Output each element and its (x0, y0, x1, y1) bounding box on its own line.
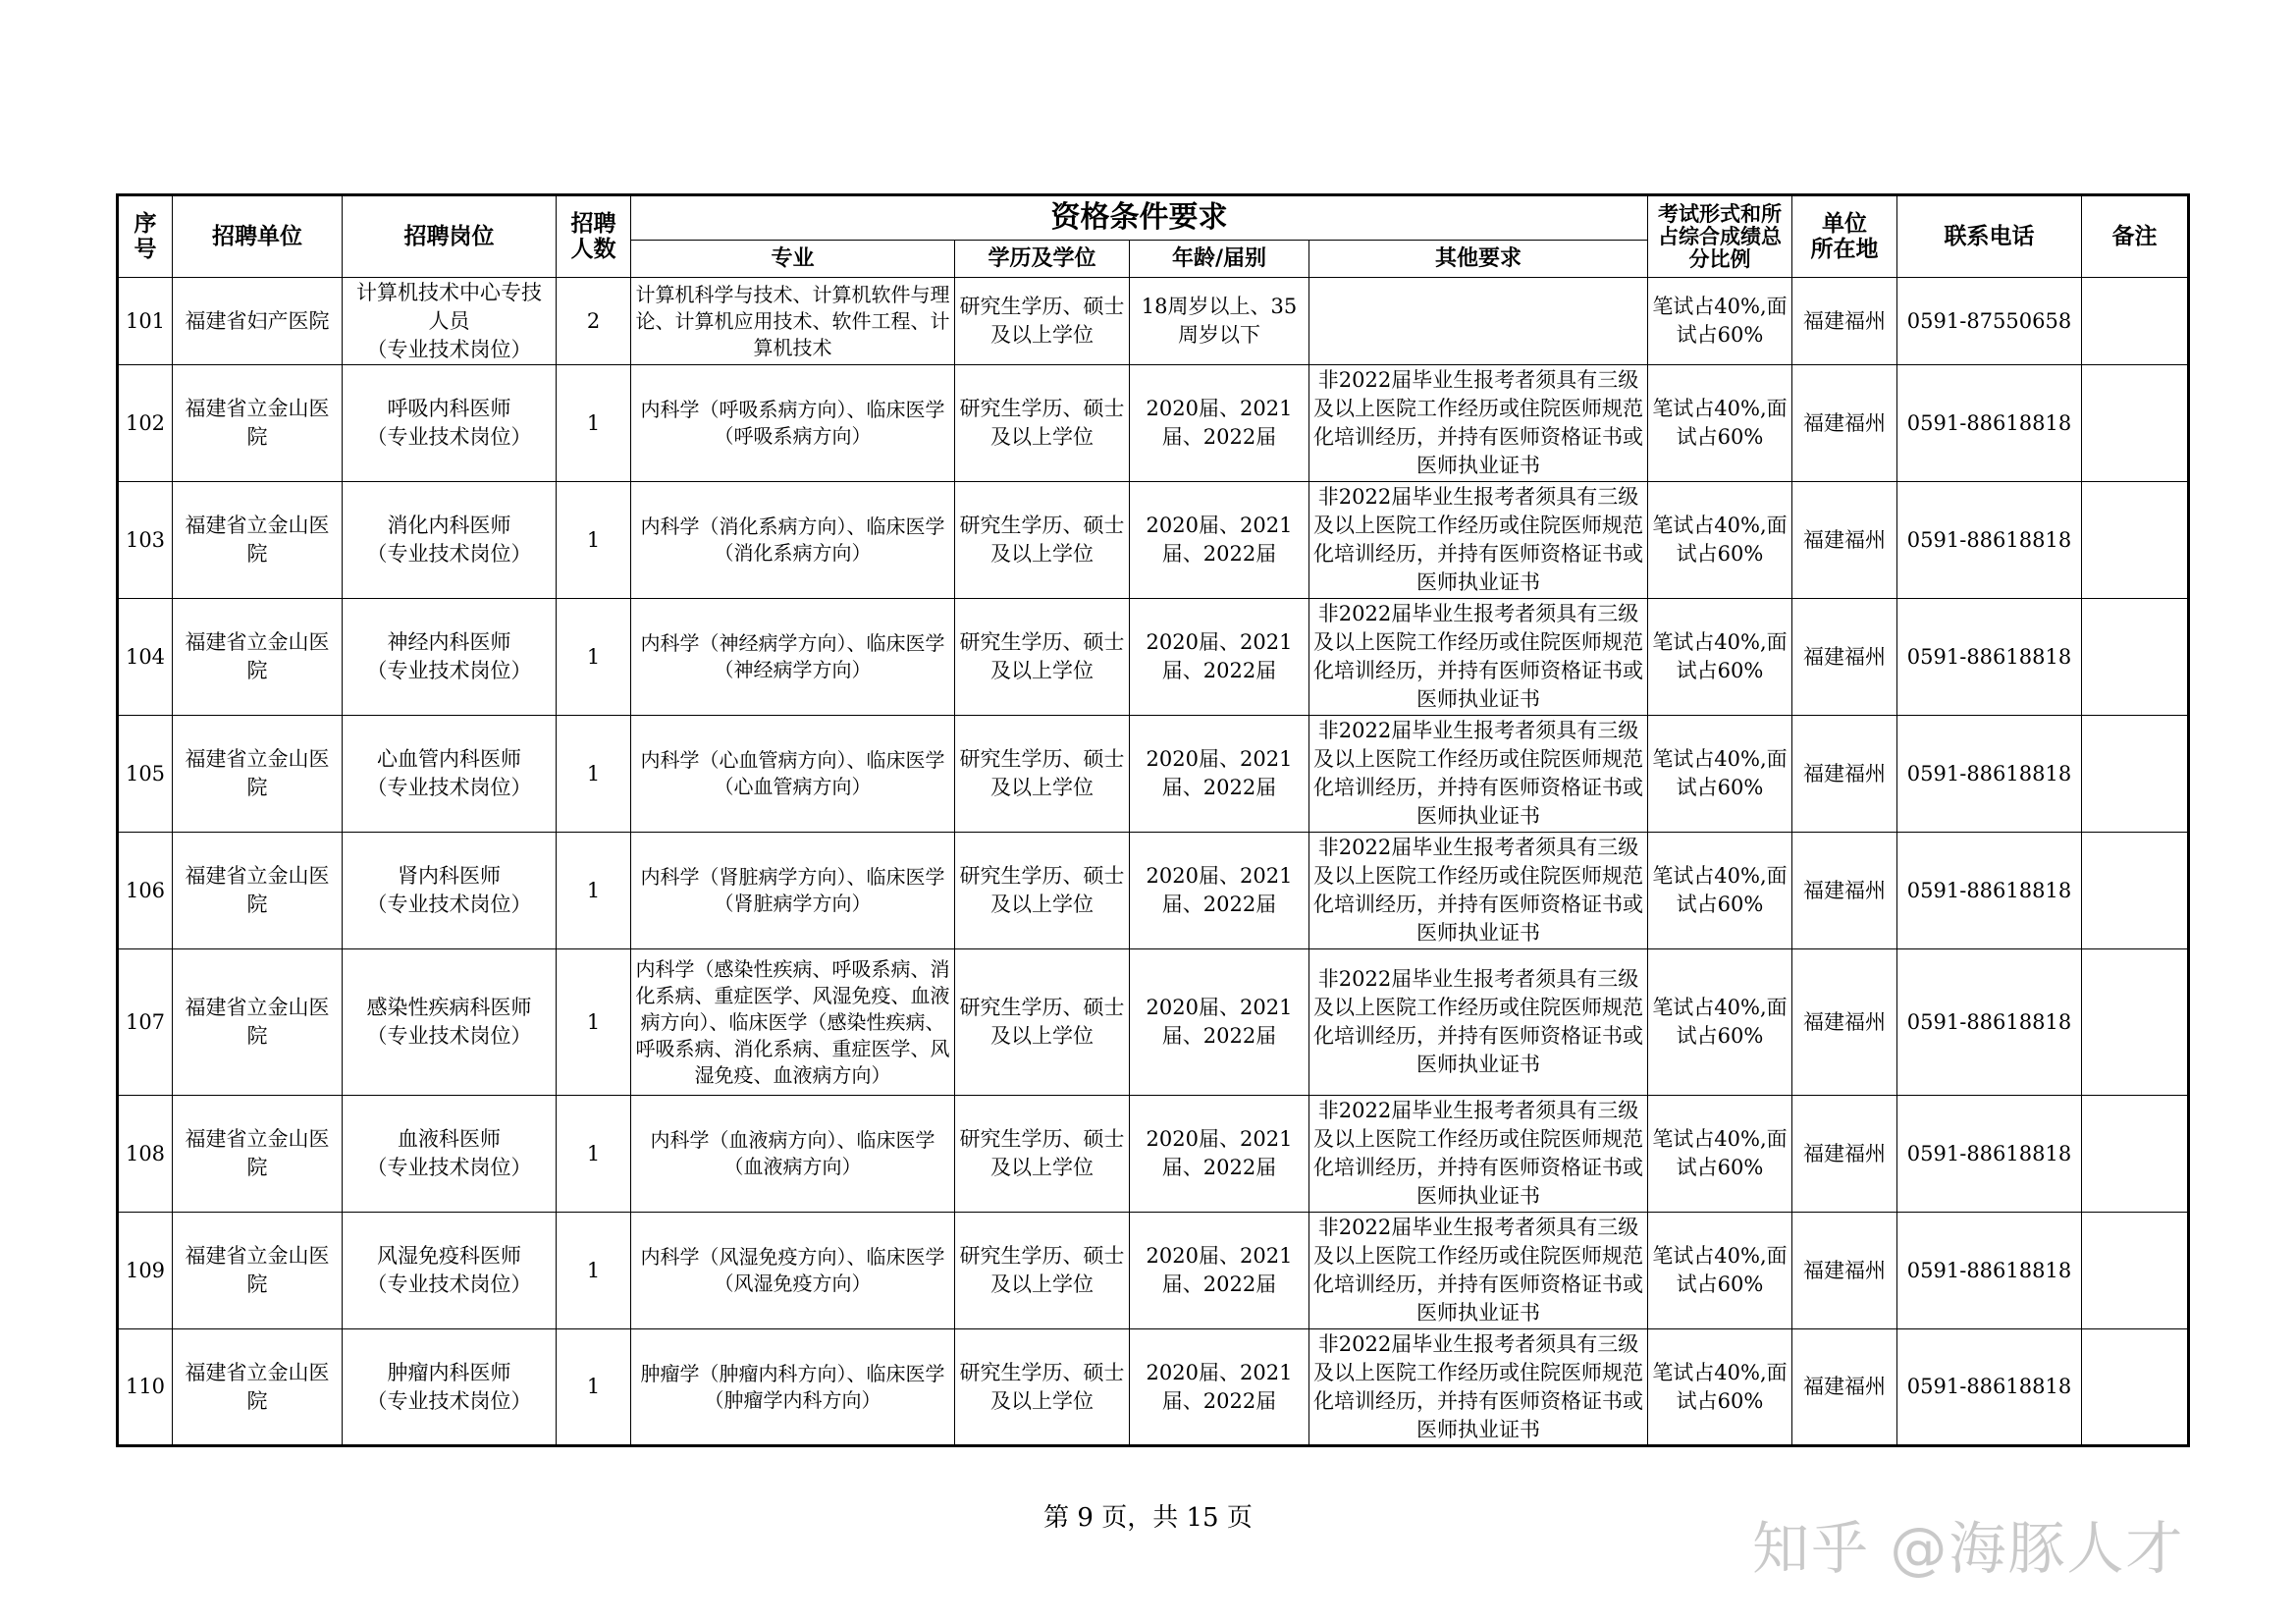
cell-degree (955, 482, 1130, 599)
table-row (118, 278, 2189, 365)
cell-unit-text: 福建省立金山医院 (185, 747, 330, 799)
cell-degree (955, 1213, 1130, 1329)
table-row (118, 949, 2189, 1096)
cell-phone (1897, 278, 2082, 365)
cell-degree (955, 1096, 1130, 1213)
cell-phone (1897, 833, 2082, 949)
cell-other (1309, 482, 1648, 599)
cell-unit (173, 949, 343, 1096)
cell-degree (955, 278, 1130, 365)
cell-degree-text: 研究生学历、硕士及以上学位 (959, 1244, 1125, 1296)
cell-count-text: 1 (586, 761, 601, 785)
cell-post (343, 1213, 557, 1329)
header-location: 单位 所在地 (1792, 195, 1897, 278)
cell-other-text: 非2022届毕业生报考者须具有三级及以上医院工作经历或住院医师规范化培训经历，并持有医师资格证书或医师执业证书 (1313, 368, 1643, 477)
cell-exam-text: 笔试占40%,面试占60% (1652, 864, 1788, 916)
cell-location-text: 福建福州 (1803, 644, 1886, 669)
cell-post-text: 呼吸内科医师 （专业技术岗位） (366, 397, 532, 449)
cell-exam (1648, 1213, 1792, 1329)
cell-count (557, 365, 631, 482)
cell-unit-text: 福建省立金山医院 (185, 1244, 330, 1296)
cell-exam (1648, 278, 1792, 365)
cell-post-text: 消化内科医师 （专业技术岗位） (366, 514, 532, 566)
cell-post-text: 血液科医师 （专业技术岗位） (366, 1127, 532, 1179)
table-row (118, 1329, 2189, 1446)
cell-count (557, 278, 631, 365)
cell-major-text: 内科学（感染性疾病、呼吸系病、消化系病、重症医学、风湿免疫、血液病方向）、临床医学（感染性疾病、呼吸系病、消化系病、重症医学、风湿免疫、血液病方向） (635, 956, 950, 1087)
cell-degree (955, 833, 1130, 949)
cell-location-text: 福建福州 (1803, 1009, 1886, 1034)
cell-exam (1648, 1329, 1792, 1446)
cell-phone-text: 0591-88618818 (1906, 527, 2072, 552)
cell-post-text: 肿瘤内科医师 （专业技术岗位） (366, 1360, 532, 1413)
cell-unit-text: 福建省立金山医院 (185, 397, 330, 449)
cell-remark (2082, 833, 2189, 949)
cell-location (1792, 278, 1897, 365)
cell-location-text: 福建福州 (1803, 527, 1886, 552)
cell-post (343, 716, 557, 833)
cell-exam-text: 笔试占40%,面试占60% (1652, 996, 1788, 1048)
cell-post-text: 肾内科医师 （专业技术岗位） (366, 864, 532, 916)
cell-post (343, 1329, 557, 1446)
cell-age-text: 2020届、2021届、2022届 (1146, 864, 1293, 916)
header-unit: 招聘单位 (173, 195, 343, 278)
cell-major-text: 内科学（血液病方向）、临床医学（血液病方向） (650, 1128, 935, 1178)
cell-seq (118, 365, 173, 482)
cell-other (1309, 1213, 1648, 1329)
cell-phone (1897, 1329, 2082, 1446)
cell-count (557, 1096, 631, 1213)
cell-post (343, 833, 557, 949)
recruitment-table (116, 193, 2190, 1447)
cell-degree-text: 研究生学历、硕士及以上学位 (959, 295, 1125, 347)
cell-other-text: 非2022届毕业生报考者须具有三级及以上医院工作经历或住院医师规范化培训经历，并持有医师资格证书或医师执业证书 (1313, 485, 1643, 594)
cell-unit (173, 833, 343, 949)
cell-other-text: 非2022届毕业生报考者须具有三级及以上医院工作经历或住院医师规范化培训经历，并持有医师资格证书或医师执业证书 (1313, 967, 1643, 1076)
cell-unit (173, 1329, 343, 1446)
cell-other (1309, 833, 1648, 949)
cell-exam-text: 笔试占40%,面试占60% (1652, 1244, 1788, 1296)
table-row (118, 1213, 2189, 1329)
cell-location-text: 福建福州 (1803, 761, 1886, 785)
header-major: 专业 (631, 241, 955, 278)
cell-exam (1648, 833, 1792, 949)
cell-remark (2082, 949, 2189, 1096)
cell-exam (1648, 1096, 1792, 1213)
cell-seq-text: 101 (125, 308, 166, 333)
cell-seq-text: 108 (125, 1141, 166, 1165)
cell-major (631, 949, 955, 1096)
cell-major (631, 365, 955, 482)
cell-age (1130, 599, 1309, 716)
header-degree: 学历及学位 (955, 241, 1130, 278)
cell-degree-text: 研究生学历、硕士及以上学位 (959, 1360, 1125, 1413)
cell-phone (1897, 949, 2082, 1096)
header-row-main (118, 195, 2189, 241)
cell-exam (1648, 949, 1792, 1096)
table-row (118, 833, 2189, 949)
cell-exam-text: 笔试占40%,面试占60% (1652, 514, 1788, 566)
cell-major-text: 内科学（呼吸系病方向）、临床医学（呼吸系病方向） (640, 398, 945, 448)
cell-post (343, 482, 557, 599)
cell-degree-text: 研究生学历、硕士及以上学位 (959, 397, 1125, 449)
cell-unit-text: 福建省妇产医院 (185, 308, 330, 333)
cell-post (343, 278, 557, 365)
cell-seq-text: 104 (125, 644, 166, 669)
cell-exam-text: 笔试占40%,面试占60% (1652, 747, 1788, 799)
cell-count (557, 1329, 631, 1446)
cell-count-text: 1 (586, 1009, 601, 1034)
cell-seq-text: 105 (125, 761, 166, 785)
cell-post (343, 1096, 557, 1213)
header-remark: 备注 (2082, 195, 2189, 278)
cell-location-text: 福建福州 (1803, 410, 1886, 435)
cell-degree (955, 365, 1130, 482)
cell-phone-text: 0591-88618818 (1906, 1258, 2072, 1282)
table-row (118, 599, 2189, 716)
cell-count-text: 1 (586, 878, 601, 902)
cell-phone-text: 0591-88618818 (1906, 410, 2072, 435)
cell-age-text: 2020届、2021届、2022届 (1146, 397, 1293, 449)
cell-phone (1897, 1213, 2082, 1329)
cell-phone-text: 0591-87550658 (1906, 308, 2072, 333)
cell-age (1130, 949, 1309, 1096)
cell-age-text: 2020届、2021届、2022届 (1146, 747, 1293, 799)
cell-count (557, 833, 631, 949)
header-seq: 序 号 (118, 195, 173, 278)
header-post: 招聘岗位 (343, 195, 557, 278)
cell-degree (955, 716, 1130, 833)
cell-degree (955, 949, 1130, 1096)
cell-exam (1648, 365, 1792, 482)
cell-count-text: 1 (586, 410, 601, 435)
cell-seq (118, 1096, 173, 1213)
cell-exam-text: 笔试占40%,面试占60% (1652, 397, 1788, 449)
cell-unit (173, 482, 343, 599)
cell-seq (118, 278, 173, 365)
cell-seq (118, 482, 173, 599)
cell-post-text: 计算机技术中心专技人员 （专业技术岗位） (356, 280, 542, 361)
header-exam: 考试形式和所占综合成绩总分比例 (1648, 195, 1792, 278)
cell-seq (118, 599, 173, 716)
cell-unit-text: 福建省立金山医院 (185, 1360, 330, 1413)
cell-major (631, 833, 955, 949)
cell-post-text: 心血管内科医师 （专业技术岗位） (366, 747, 532, 799)
cell-seq (118, 949, 173, 1096)
cell-phone (1897, 599, 2082, 716)
header-age: 年龄/届别 (1130, 241, 1309, 278)
cell-remark (2082, 1096, 2189, 1213)
cell-seq (118, 833, 173, 949)
watermark: 知乎 @海豚人才 (1752, 1515, 2185, 1582)
cell-other-text: 非2022届毕业生报考者须具有三级及以上医院工作经历或住院医师规范化培训经历，并持有医师资格证书或医师执业证书 (1313, 602, 1643, 711)
cell-degree-text: 研究生学历、硕士及以上学位 (959, 864, 1125, 916)
cell-remark (2082, 482, 2189, 599)
cell-phone (1897, 716, 2082, 833)
cell-post-text: 风湿免疫科医师 （专业技术岗位） (366, 1244, 532, 1296)
cell-location (1792, 716, 1897, 833)
cell-other (1309, 949, 1648, 1096)
cell-remark (2082, 278, 2189, 365)
cell-location-text: 福建福州 (1803, 1258, 1886, 1282)
cell-count-text: 1 (586, 1375, 601, 1398)
cell-unit-text: 福建省立金山医院 (185, 1127, 330, 1179)
cell-degree-text: 研究生学历、硕士及以上学位 (959, 747, 1125, 799)
cell-unit-text: 福建省立金山医院 (185, 514, 330, 566)
cell-major (631, 482, 955, 599)
cell-age (1130, 833, 1309, 949)
header-other: 其他要求 (1309, 241, 1648, 278)
cell-remark (2082, 1213, 2189, 1329)
cell-count (557, 599, 631, 716)
cell-phone-text: 0591-88618818 (1906, 1009, 2072, 1034)
cell-location-text: 福建福州 (1803, 1375, 1886, 1398)
header-count: 招聘 人数 (557, 195, 631, 278)
cell-seq-text: 102 (125, 410, 166, 435)
cell-other-text: 非2022届毕业生报考者须具有三级及以上医院工作经历或住院医师规范化培训经历，并持有医师资格证书或医师执业证书 (1313, 1216, 1643, 1325)
cell-degree (955, 1329, 1130, 1446)
cell-degree (955, 599, 1130, 716)
cell-unit-text: 福建省立金山医院 (185, 630, 330, 682)
cell-age-text: 2020届、2021届、2022届 (1146, 514, 1293, 566)
cell-other (1309, 1096, 1648, 1213)
cell-age-text: 2020届、2021届、2022届 (1146, 1360, 1293, 1413)
cell-degree-text: 研究生学历、硕士及以上学位 (959, 1127, 1125, 1179)
cell-age-text: 18周岁以上、35周岁以下 (1141, 295, 1298, 347)
cell-location (1792, 482, 1897, 599)
cell-seq-text: 103 (125, 527, 166, 552)
cell-major-text: 肿瘤学（肿瘤内科方向）、临床医学（肿瘤学内科方向） (640, 1361, 945, 1412)
cell-other (1309, 1329, 1648, 1446)
cell-unit-text: 福建省立金山医院 (185, 996, 330, 1048)
cell-age (1130, 1096, 1309, 1213)
cell-phone (1897, 1096, 2082, 1213)
cell-age-text: 2020届、2021届、2022届 (1146, 996, 1293, 1048)
cell-other (1309, 365, 1648, 482)
cell-age-text: 2020届、2021届、2022届 (1146, 1244, 1293, 1296)
cell-major-text: 内科学（心血管病方向）、临床医学（心血管病方向） (640, 748, 945, 798)
cell-other (1309, 716, 1648, 833)
cell-other (1309, 599, 1648, 716)
cell-degree-text: 研究生学历、硕士及以上学位 (959, 514, 1125, 566)
cell-age (1130, 1213, 1309, 1329)
cell-major-text: 内科学（神经病学方向）、临床医学（神经病学方向） (640, 631, 945, 681)
header-phone: 联系电话 (1897, 195, 2082, 278)
cell-major-text: 内科学（肾脏病学方向）、临床医学（肾脏病学方向） (640, 865, 945, 915)
table-row (118, 716, 2189, 833)
cell-exam-text: 笔试占40%,面试占60% (1652, 1127, 1788, 1179)
cell-age-text: 2020届、2021届、2022届 (1146, 1127, 1293, 1179)
cell-count-text: 1 (586, 644, 601, 669)
cell-degree-text: 研究生学历、硕士及以上学位 (959, 996, 1125, 1048)
cell-location (1792, 1096, 1897, 1213)
cell-count (557, 482, 631, 599)
cell-major (631, 1213, 955, 1329)
cell-other (1309, 278, 1648, 365)
cell-age-text: 2020届、2021届、2022届 (1146, 630, 1293, 682)
table-row (118, 482, 2189, 599)
cell-unit (173, 1213, 343, 1329)
cell-unit (173, 278, 343, 365)
table-row (118, 365, 2189, 482)
cell-age (1130, 716, 1309, 833)
cell-major (631, 1329, 955, 1446)
cell-remark (2082, 716, 2189, 833)
cell-exam-text: 笔试占40%,面试占60% (1652, 295, 1788, 347)
cell-location-text: 福建福州 (1803, 308, 1886, 333)
cell-phone (1897, 365, 2082, 482)
cell-count-text: 1 (586, 1141, 601, 1165)
cell-seq-text: 106 (125, 878, 166, 902)
cell-phone-text: 0591-88618818 (1906, 878, 2072, 902)
cell-age (1130, 278, 1309, 365)
cell-count (557, 1213, 631, 1329)
cell-post (343, 365, 557, 482)
cell-location (1792, 365, 1897, 482)
cell-unit (173, 1096, 343, 1213)
cell-exam (1648, 482, 1792, 599)
cell-seq (118, 1329, 173, 1446)
cell-post (343, 949, 557, 1096)
cell-count-text: 1 (586, 527, 601, 552)
cell-other-text: 非2022届毕业生报考者须具有三级及以上医院工作经历或住院医师规范化培训经历，并持有医师资格证书或医师执业证书 (1313, 1331, 1643, 1441)
cell-age (1130, 365, 1309, 482)
cell-location (1792, 949, 1897, 1096)
cell-seq (118, 1213, 173, 1329)
cell-seq-text: 109 (125, 1258, 166, 1282)
cell-seq-text: 107 (125, 1009, 166, 1034)
cell-age (1130, 482, 1309, 599)
cell-count-text: 1 (586, 1258, 601, 1282)
cell-phone-text: 0591-88618818 (1906, 761, 2072, 785)
cell-location (1792, 599, 1897, 716)
cell-phone-text: 0591-88618818 (1906, 1375, 2072, 1398)
cell-post (343, 599, 557, 716)
cell-location-text: 福建福州 (1803, 878, 1886, 902)
cell-major (631, 599, 955, 716)
cell-post-text: 神经内科医师 （专业技术岗位） (366, 630, 532, 682)
cell-remark (2082, 599, 2189, 716)
cell-count (557, 716, 631, 833)
cell-location (1792, 1329, 1897, 1446)
cell-major-text: 内科学（消化系病方向）、临床医学（消化系病方向） (640, 514, 945, 565)
cell-age (1130, 1329, 1309, 1446)
cell-phone-text: 0591-88618818 (1906, 644, 2072, 669)
cell-remark (2082, 365, 2189, 482)
cell-location (1792, 833, 1897, 949)
page-number: 第 9 页，共 15 页 (1043, 1503, 1253, 1533)
cell-other-text: 非2022届毕业生报考者须具有三级及以上医院工作经历或住院医师规范化培训经历，并持有医师资格证书或医师执业证书 (1313, 1099, 1643, 1208)
table-row (118, 1096, 2189, 1213)
cell-major (631, 716, 955, 833)
cell-exam-text: 笔试占40%,面试占60% (1652, 630, 1788, 682)
cell-degree-text: 研究生学历、硕士及以上学位 (959, 630, 1125, 682)
cell-major (631, 1096, 955, 1213)
cell-major-text: 计算机科学与技术、计算机软件与理论、计算机应用技术、软件工程、计算机技术 (635, 282, 950, 359)
cell-unit-text: 福建省立金山医院 (185, 864, 330, 916)
cell-count (557, 949, 631, 1096)
cell-major (631, 278, 955, 365)
cell-other-text: 非2022届毕业生报考者须具有三级及以上医院工作经历或住院医师规范化培训经历，并持有医师资格证书或医师执业证书 (1313, 719, 1643, 828)
cell-exam (1648, 716, 1792, 833)
table-body (118, 278, 2189, 1446)
cell-seq (118, 716, 173, 833)
cell-remark (2082, 1329, 2189, 1446)
cell-phone-text: 0591-88618818 (1906, 1141, 2072, 1165)
cell-other-text: 非2022届毕业生报考者须具有三级及以上医院工作经历或住院医师规范化培训经历，并持有医师资格证书或医师执业证书 (1313, 836, 1643, 945)
cell-phone (1897, 482, 2082, 599)
header-qualifications: 资格条件要求 (631, 195, 1648, 241)
cell-location (1792, 1213, 1897, 1329)
cell-count-text: 2 (586, 308, 601, 333)
cell-seq-text: 110 (125, 1375, 166, 1398)
cell-location-text: 福建福州 (1803, 1141, 1886, 1165)
cell-unit (173, 599, 343, 716)
cell-exam (1648, 599, 1792, 716)
cell-exam-text: 笔试占40%,面试占60% (1652, 1360, 1788, 1413)
cell-post-text: 感染性疾病科医师 （专业技术岗位） (366, 996, 532, 1048)
cell-unit (173, 716, 343, 833)
cell-major-text: 内科学（风湿免疫方向）、临床医学（风湿免疫方向） (640, 1245, 945, 1295)
cell-unit (173, 365, 343, 482)
